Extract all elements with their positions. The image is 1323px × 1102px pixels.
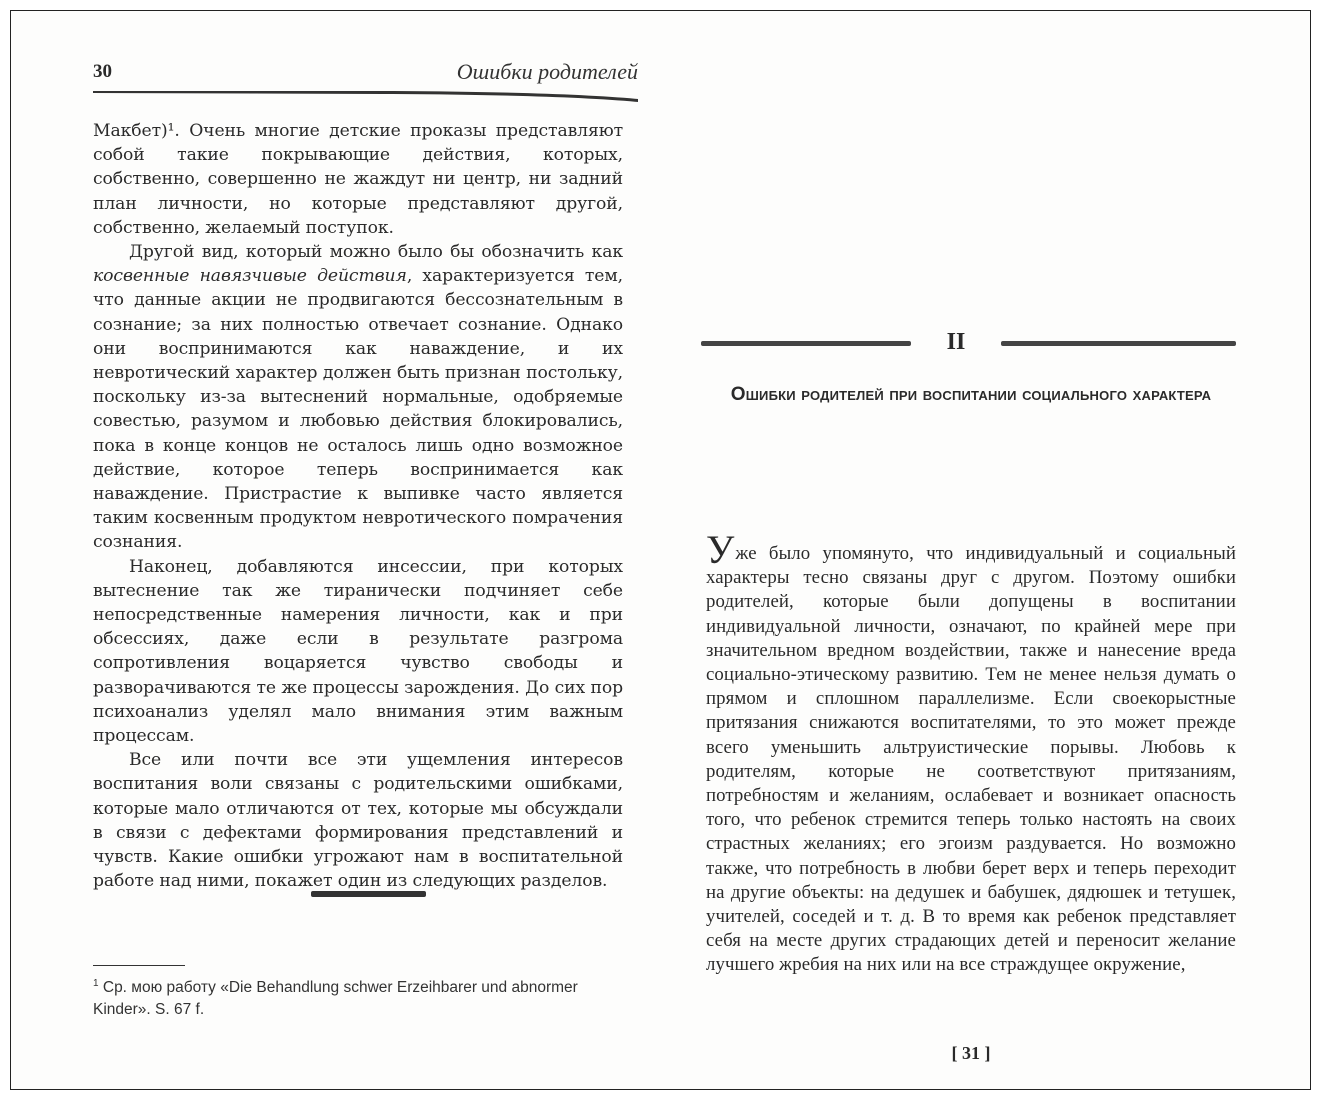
left-body-text <box>93 119 623 894</box>
header-rule <box>93 89 638 103</box>
drop-cap: У <box>706 527 735 572</box>
paragraph-3: Наконец, добавляются инсессии, при которых вытеснение так же тиранически подчиняет себе непосредственные намерения личности, как и при обсессиях, даже если в результате разгрома сопротивления воцаряется чувство свободы и разворачиваются те же процессы зарождения. До сих пор психоанализ уделял мало внимания этим важным процессам. <box>93 556 623 747</box>
chapter-paragraph: Уже было упомянуто, что индивидуальный и социальный характеры тесно связаны друг с другом. Поэтому ошибки родителей, которые были допущены в воспитании индивидуальной личности, означают, по крайней мере при значительном вредном воздействии, также и нанесение вреда социально-этическому развитию. Тем не менее нельзя думать о прямом и сплошном параллелизме. Если своекорыстные притязания снижаются воспитателями, то это может прежде всего уменьшить альтруистические порывы. Любовь к родителям, которые не соответствуют притязаниям, потребностям и желаниям, ослабевает и возникает опасность того, что ребенок стремится теперь только настоять на своих страстных желаниях; его эгоизм раздувается. Но возможно также, что потребность в любви берет верх и теперь переходит на другие объекты: на дедушек и бабушек, дядюшек и тетушек, учителей, соседей и т. д. В то время как ребенок представляет себя на месте других страдающих детей и переносит желание лучшего жребия на них или на все страждущее окружение, <box>706 527 1236 976</box>
running-title: Ошибки родителей <box>456 59 638 84</box>
chapter-title: Ошибки родителей при воспитании социального характера <box>730 384 1212 405</box>
paragraph-4: Все или почти все эти ущемления интересов воспитания воли связаны с родительскими ошибками, которые мало отличаются от тех, которые мы обсуждали в связи с дефектами формирования представлений и чувств. Какие ошибки угрожают нам в воспитательной работе над ними, покажет один из следующих разделов. <box>93 750 623 892</box>
right-body-text <box>706 527 1236 978</box>
section-break-rule <box>311 891 426 897</box>
footnote-marker: 1 <box>93 978 99 989</box>
running-head <box>93 59 638 89</box>
footnote-rule <box>93 965 185 966</box>
chapter-rule-right <box>1001 341 1236 346</box>
paragraph-2: Другой вид, который можно было бы обозначить как косвенные навязчивые действия, характеризуется тем, что данные акции не продвигаются бессознательным в сознание; за них полностью отвечает сознание. Однако они воспринимаются как наваждение, и их невротический характер должен быть признан постольку, поскольку из-за вытеснений нормальные, одобряемые совестью, разумом и любовью действия блокировались, пока в конце концов не осталось лишь одно возможное действие, которое теперь воспринимается как наваждение. Пристрастие к выпивке часто является таким косвенным продуктом невротического помрачения сознания. <box>93 242 623 553</box>
folio-page-number: [ 31 ] <box>951 1043 991 1063</box>
footnote <box>93 973 633 1021</box>
right-page <box>666 11 1312 1089</box>
chapter-rule-left <box>701 341 911 346</box>
chapter-numeral: II <box>946 329 966 355</box>
page-number: 30 <box>93 61 112 82</box>
paragraph-1: Макбет)¹. Очень многие детские проказы представляют собой такие покрывающие действия, которых, собственно, совершенно не жаждут ни центр, ни задний план личности, но которые представляют другой, собственно, желаемый поступок. <box>93 121 623 238</box>
footnote-text: Ср. мою работу «Die Behandlung schwer Erzeihbarer und abnormer Kinder». S. 67 f. <box>93 979 578 1019</box>
book-spread <box>10 10 1311 1090</box>
emphasis-term: косвенные навязчивые действия <box>93 266 407 287</box>
left-page <box>11 11 666 1089</box>
